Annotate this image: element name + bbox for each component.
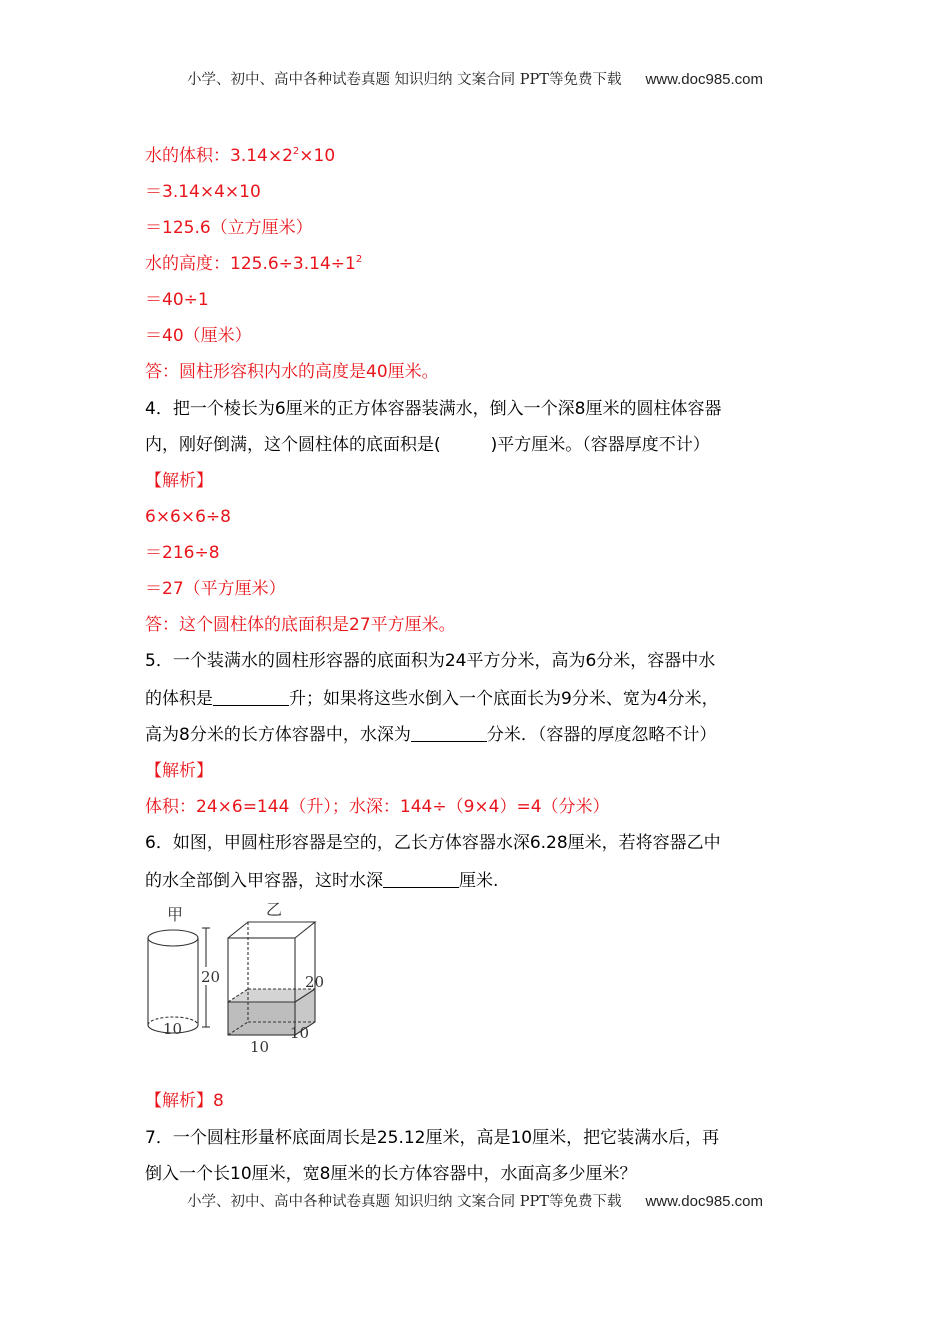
solution-line: ＝40÷1	[145, 290, 209, 310]
question-6-text: 的水全部倒入甲容器，这时水深 厘米.	[145, 871, 499, 891]
analysis-label: 【解析】	[145, 471, 213, 491]
footer-url[interactable]: www.doc985.com	[645, 1193, 764, 1210]
solution-line: 水的体积：$3.14\times 2^2\times 10$	[145, 146, 336, 166]
page-header	[0, 68, 950, 89]
answer-blank	[411, 725, 487, 742]
analysis-answer: 【解析】8	[145, 1091, 224, 1111]
svg-text:甲: 甲	[167, 905, 184, 924]
solution-line: ＝216÷8	[145, 543, 220, 563]
question-7-text: 倒入一个长10厘米，宽8厘米的长方体容器中，水面高多少厘米？	[145, 1164, 637, 1184]
svg-text:10: 10	[250, 1038, 270, 1056]
page-footer	[0, 1190, 950, 1211]
question-4-text: 4．把一个棱长为6厘米的正方体容器装满水，倒入一个深8厘米的圆柱体容器	[145, 399, 722, 419]
question-5-text: 高为8分米的长方体容器中，水深为 分米．（容器的厚度忽略不计）	[145, 725, 717, 745]
solution-line: 体积：24×6=144（升）；水深：144÷（9×4）=4（分米）	[145, 797, 610, 817]
header-text: 小学、初中、高中各种试卷真题 知识归纳 文案合同 PPT等免费下载	[186, 72, 622, 88]
question-4-text: 内，刚好倒满，这个圆柱体的底面积是( )平方厘米。（容器厚度不计）	[145, 435, 710, 455]
question-6-text: 6．如图，甲圆柱形容器是空的，乙长方体容器水深6.28厘米，若将容器乙中	[145, 833, 721, 853]
answer-blank	[383, 871, 459, 888]
question-7-text: 7．一个圆柱形量杯底面周长是25.12厘米，高是10厘米，把它装满水后，再	[145, 1128, 720, 1148]
svg-text:20: 20	[305, 973, 325, 991]
question-5-text: 的体积是 升；如果将这些水倒入一个底面长为9分米、宽为4分米，	[145, 689, 719, 709]
answer-line: 答：圆柱形容积内水的高度是40厘米。	[145, 362, 439, 382]
containers-figure	[140, 895, 340, 1060]
analysis-label: 【解析】	[145, 761, 213, 781]
solution-line: ＝40（厘米）	[145, 326, 252, 346]
svg-text:10: 10	[163, 1020, 183, 1038]
answer-line: 答：这个圆柱体的底面积是27平方厘米。	[145, 615, 456, 635]
svg-text:乙: 乙	[266, 900, 283, 919]
solution-line: ＝3.14×4×10	[145, 182, 261, 202]
solution-line: 6×6×6÷8	[145, 507, 231, 527]
answer-blank	[213, 689, 289, 706]
footer-text: 小学、初中、高中各种试卷真题 知识归纳 文案合同 PPT等免费下载	[186, 1194, 622, 1210]
svg-text:20: 20	[201, 968, 221, 986]
solution-line: ＝27（平方厘米）	[145, 579, 286, 599]
header-url[interactable]: www.doc985.com	[645, 71, 764, 88]
solution-line: 水的高度：$125.6\div 3.14\div 1^2$	[145, 254, 363, 274]
box-icon	[228, 922, 315, 1035]
svg-text:10: 10	[290, 1024, 310, 1042]
solution-line: ＝125.6（立方厘米）	[145, 218, 313, 238]
question-5-text: 5．一个装满水的圆柱形容器的底面积为24平方分米，高为6分米，容器中水	[145, 651, 716, 671]
